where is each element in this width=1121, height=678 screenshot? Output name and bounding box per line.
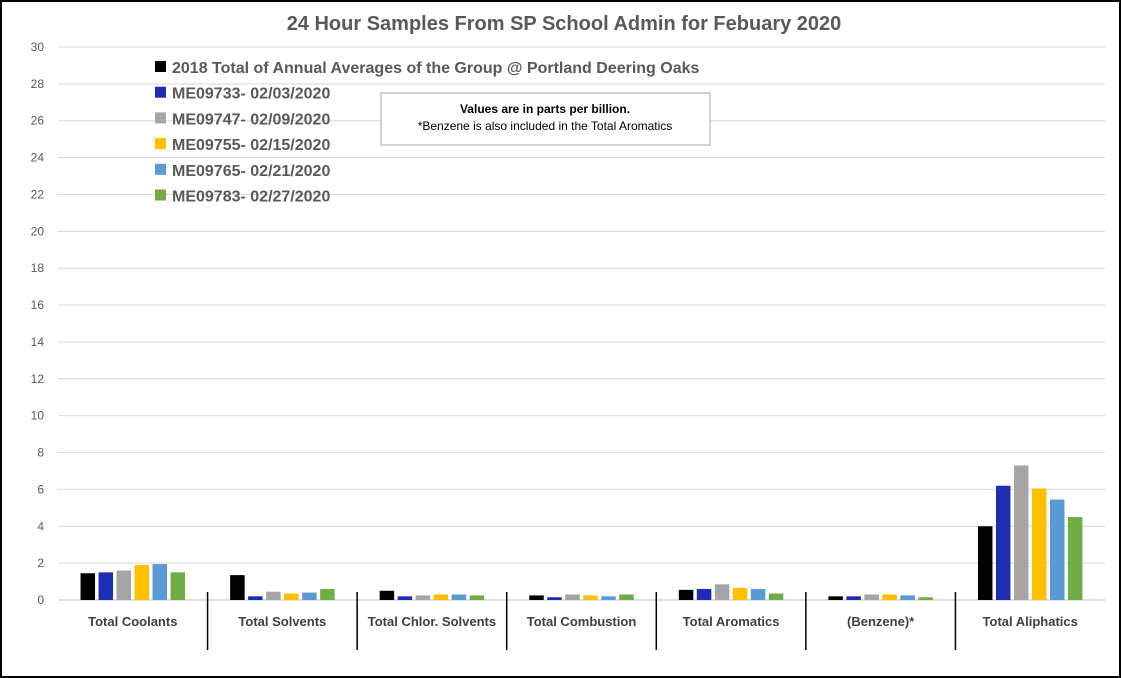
- legend-label: ME09747- 02/09/2020: [172, 111, 331, 129]
- chart-svg: [2, 2, 1119, 676]
- bar-1-2: [266, 592, 281, 600]
- y-tick-label: 20: [30, 224, 44, 239]
- bar-0-1: [99, 572, 114, 600]
- bar-4-5: [769, 594, 784, 600]
- bar-1-4: [302, 593, 317, 600]
- x-tick-label: Total Aliphatics: [982, 614, 1078, 629]
- bar-6-5: [1068, 517, 1083, 600]
- bar-4-4: [751, 589, 766, 600]
- bar-2-3: [434, 594, 449, 600]
- x-tick-label: (Benzene)*: [847, 614, 915, 629]
- bar-5-1: [846, 596, 861, 600]
- legend-swatch: [155, 164, 166, 175]
- bar-6-4: [1050, 500, 1065, 600]
- y-axis-ticks: [31, 40, 45, 607]
- legend-swatch: [155, 190, 166, 201]
- note-line-2: *Benzene is also included in the Total Aromatics: [417, 119, 673, 133]
- legend-swatch: [155, 112, 166, 123]
- legend-label: ME09755- 02/15/2020: [172, 137, 331, 155]
- bars: [81, 465, 1083, 600]
- y-tick-label: 26: [30, 113, 44, 128]
- y-tick-label: 24: [30, 150, 44, 165]
- x-tick-label: Total Aromatics: [682, 614, 780, 629]
- note-box: [381, 93, 710, 145]
- bar-0-4: [153, 564, 168, 600]
- y-tick-label: 28: [30, 76, 44, 91]
- bar-4-1: [697, 589, 712, 600]
- bar-3-3: [583, 595, 598, 600]
- legend-swatch: [155, 138, 166, 149]
- bar-3-4: [601, 596, 616, 600]
- bar-6-0: [978, 526, 993, 600]
- bar-1-1: [248, 596, 263, 600]
- note-line-1: Values are in parts per billion.: [459, 102, 631, 116]
- bar-5-0: [828, 596, 843, 600]
- y-tick-label: 2: [37, 556, 44, 571]
- chart-title: 24 Hour Samples From SP School Admin for Febuary 2020: [286, 13, 842, 35]
- y-tick-label: 8: [37, 445, 44, 460]
- bar-3-1: [547, 597, 562, 600]
- bar-1-0: [230, 575, 245, 600]
- bar-0-5: [171, 572, 186, 600]
- x-tick-label: Total Coolants: [88, 614, 178, 629]
- bar-5-3: [882, 594, 897, 600]
- bar-3-5: [619, 594, 634, 600]
- bar-2-5: [470, 595, 485, 600]
- bar-2-4: [452, 594, 467, 600]
- bar-6-3: [1032, 488, 1047, 600]
- legend-label: 2018 Total of Annual Averages of the Group @ Portland Deering Oaks: [172, 60, 700, 77]
- bar-4-0: [679, 590, 694, 600]
- bar-2-0: [380, 591, 395, 600]
- legend-label: ME09783- 02/27/2020: [172, 188, 331, 206]
- bar-0-3: [135, 565, 150, 600]
- legend-swatch: [155, 61, 166, 72]
- y-tick-label: 0: [37, 593, 44, 607]
- y-tick-label: 10: [30, 408, 44, 423]
- bar-0-0: [81, 573, 96, 600]
- bar-5-2: [864, 594, 879, 600]
- legend-label: ME09765- 02/21/2020: [172, 162, 331, 180]
- y-tick-label: 14: [30, 334, 44, 349]
- y-tick-label: 6: [37, 482, 44, 497]
- y-tick-label: 18: [30, 261, 44, 276]
- legend-swatch: [155, 87, 166, 98]
- bar-0-2: [117, 571, 131, 600]
- bar-1-3: [284, 594, 299, 600]
- x-tick-label: Total Chlor. Solvents: [367, 614, 497, 629]
- bar-4-2: [715, 584, 730, 600]
- legend-label: ME09733- 02/03/2020: [172, 85, 331, 103]
- bar-3-0: [529, 595, 544, 600]
- x-axis-labels: [88, 614, 1078, 629]
- bar-5-4: [900, 595, 915, 600]
- bar-2-2: [416, 595, 431, 600]
- y-tick-label: 12: [30, 371, 44, 386]
- bar-5-5: [918, 597, 933, 600]
- bar-6-1: [996, 486, 1011, 600]
- y-tick-label: 16: [30, 298, 44, 313]
- y-tick-label: 30: [30, 40, 44, 54]
- bar-4-3: [733, 588, 748, 600]
- bar-3-2: [565, 594, 580, 600]
- x-tick-label: Total Combustion: [526, 614, 637, 629]
- x-tick-label: Total Solvents: [238, 614, 327, 629]
- y-tick-label: 22: [30, 187, 44, 202]
- bar-1-5: [320, 589, 335, 600]
- y-tick-label: 4: [37, 519, 44, 534]
- bar-2-1: [398, 596, 413, 600]
- bar-6-2: [1014, 465, 1029, 600]
